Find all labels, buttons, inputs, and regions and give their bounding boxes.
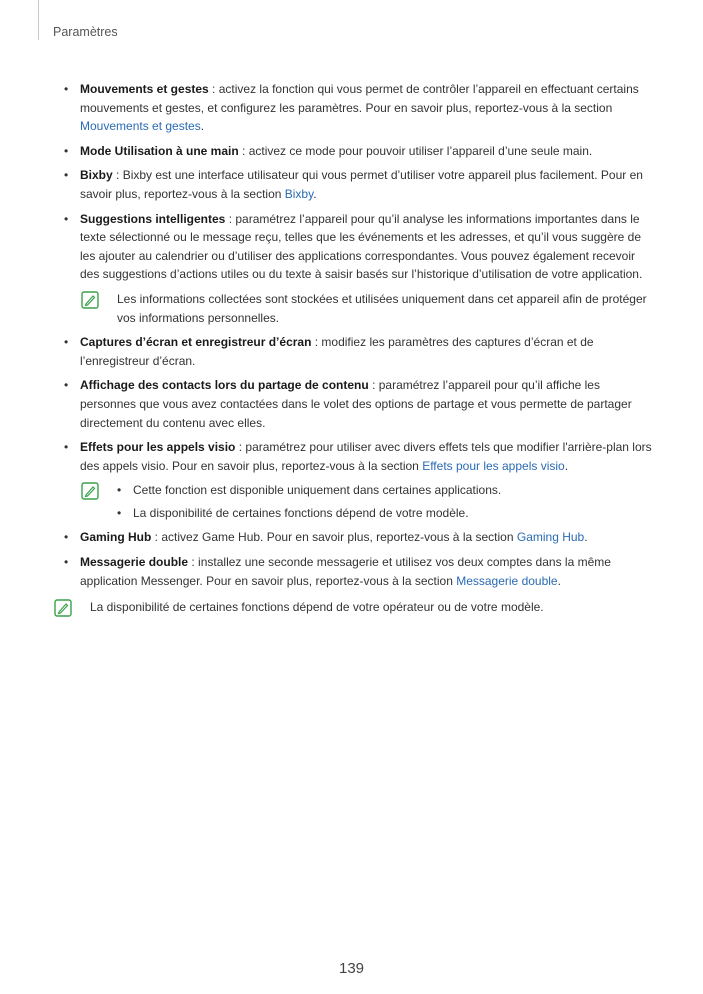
bullet: • — [64, 82, 69, 96]
item-text: : modifiez les paramètres des captures d’écran et de l’enregistreur d’écran. — [80, 335, 594, 368]
list-item-effets-visio — [64, 438, 655, 475]
note-subitem-text: La disponibilité de certaines fonctions dépend de votre modèle. — [133, 505, 469, 520]
bullet: • — [64, 555, 69, 570]
item-tail: . — [584, 530, 588, 545]
item-text: : Bixby est une interface utilisateur qui vous permet d’utiliser votre appareil plus facilement. Pour en savoir plus, reportez-vous à la section — [80, 168, 643, 201]
note-final — [90, 598, 653, 617]
main-content — [0, 80, 703, 623]
item-title: Effets pour les appels visio — [80, 440, 236, 455]
item-title: Captures d’écran et enregistreur d’écran — [80, 335, 312, 350]
item-text: : activez ce mode pour pouvoir utiliser l’appareil d’une seule main. — [238, 143, 593, 158]
link-effets-visio[interactable]: Effets pour les appels visio — [422, 458, 565, 473]
item-text: : paramétrez l’appareil pour qu’il affiche les personnes que vous avez contactées dans le volet des options de partage et vous permette de partager directement du contenu avec elles. — [80, 378, 632, 430]
bullet: • — [64, 440, 69, 455]
bullet: • — [64, 168, 69, 183]
link-bixby[interactable]: Bixby — [284, 186, 314, 201]
item-text: : activez la fonction qui vous permet de contrôler l’appareil en effectuant certains mouvements et gestes, et configurez les paramètres. Pour en savoir plus, reportez-vous à la section — [80, 82, 639, 115]
header-rule — [38, 0, 39, 40]
item-text: : installez une seconde messagerie et utilisez vos deux comptes dans la même application Messenger. Pour en savoir plus, reportez-vous à la section — [80, 555, 611, 588]
item-title: Messagerie double — [80, 555, 189, 570]
list-item-gaming-hub — [64, 528, 655, 547]
note-subitem — [117, 504, 653, 523]
bullet: • — [117, 483, 122, 498]
item-tail: . — [313, 186, 317, 201]
list-item-messagerie-double — [64, 553, 655, 590]
item-title: Affichage des contacts lors du partage de contenu — [80, 378, 369, 393]
item-tail: . — [564, 458, 569, 473]
note-text: La disponibilité de certaines fonctions dépend de votre opérateur ou de votre modèle. — [90, 600, 544, 615]
note-effets — [117, 481, 653, 522]
link-mouvements-gestes[interactable]: Mouvements et gestes — [80, 119, 201, 134]
link-gaming-hub[interactable]: Gaming Hub — [516, 530, 585, 545]
bullet: • — [64, 143, 69, 158]
item-text: : activez Game Hub. Pour en savoir plus, reportez-vous à la section — [151, 530, 517, 545]
item-tail: . — [557, 573, 561, 588]
list-item-affichage-contacts — [64, 376, 655, 432]
item-title: Gaming Hub — [80, 530, 152, 545]
note-suggestions — [117, 290, 653, 327]
item-text: : paramétrez l’appareil pour qu’il analyse les informations importantes dans le texte sélectionné ou le message reçu, telles que les événements et les adresses, et qu’il vous suggère de les ajouter au calendrier ou d’utiliser des applications correspondantes. Vous pouvez également recevoir des suggestions d’actions utiles ou du texte à saisir basés sur l’historique d’utilisation de votre application. — [80, 211, 643, 282]
list-item-bixby — [64, 166, 655, 203]
list-item-mouvements — [64, 80, 655, 136]
item-title: Mouvements et gestes — [80, 82, 209, 96]
list-item-mode-une-main — [64, 142, 655, 161]
bullet: • — [64, 335, 69, 350]
link-messagerie-double[interactable]: Messagerie double — [456, 573, 558, 588]
note-icon — [81, 291, 99, 309]
bullet: • — [64, 530, 69, 545]
bullet: • — [64, 378, 69, 393]
note-subitem — [117, 481, 653, 500]
page-number: 139 — [338, 960, 365, 977]
item-title: Suggestions intelligentes — [80, 211, 226, 226]
item-title: Bixby — [80, 168, 113, 183]
note-icon — [81, 482, 99, 500]
bullet: • — [117, 505, 122, 520]
section-header: Paramètres — [53, 25, 118, 39]
bullet: • — [64, 211, 69, 226]
item-tail: . — [200, 119, 205, 134]
note-text: Les informations collectées sont stockées et utilisées uniquement dans cet appareil afin de protéger vos informations personnelles. — [117, 291, 647, 325]
list-item-suggestions — [64, 210, 655, 284]
list-item-captures — [64, 333, 655, 370]
item-title: Mode Utilisation à une main — [80, 143, 239, 158]
note-subitem-text: Cette fonction est disponible uniquement dans certaines applications. — [133, 483, 502, 498]
item-text: : paramétrez pour utiliser avec divers effets tels que modifier l'arrière-plan lors des appels visio. Pour en savoir plus, reportez-vous à la section — [80, 440, 652, 473]
note-icon — [54, 599, 72, 617]
